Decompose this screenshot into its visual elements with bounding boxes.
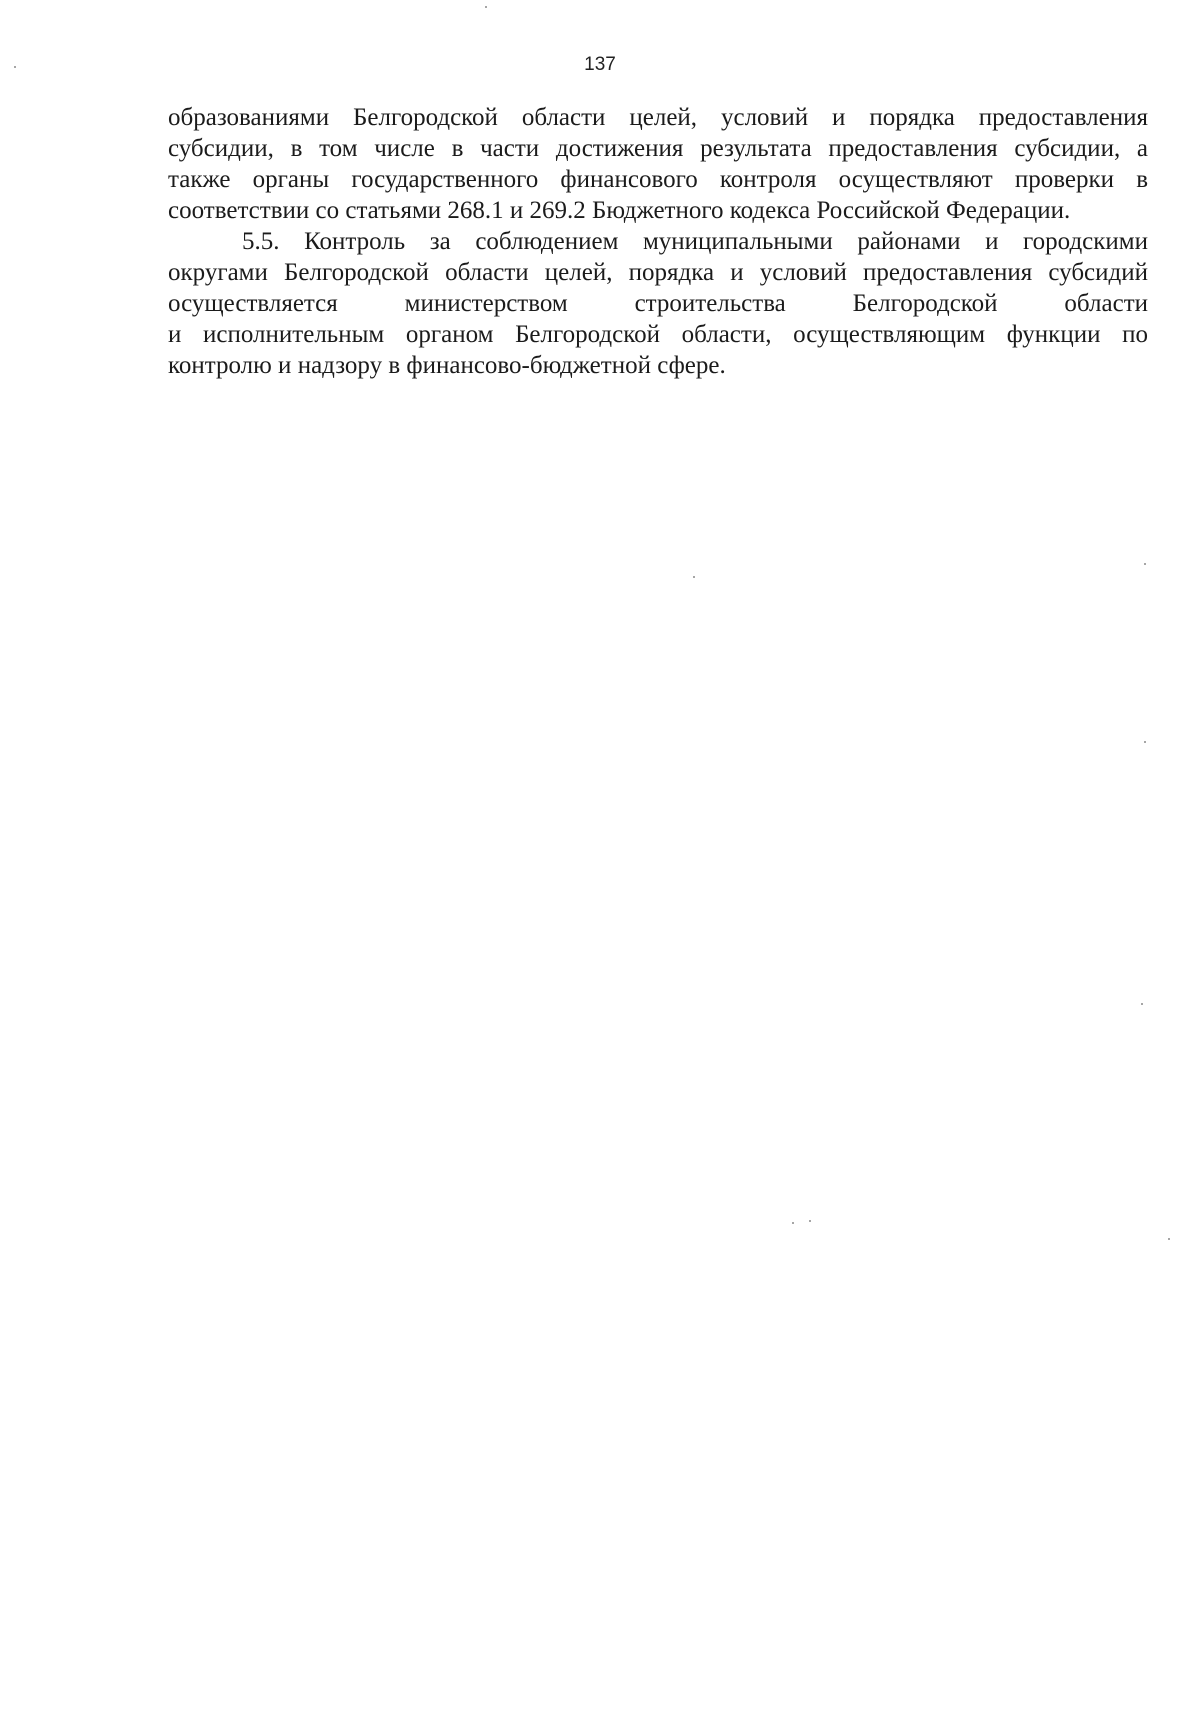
text-line: 5.5. Контроль за соблюдением муниципальными районами и городскими [242, 228, 1148, 255]
text-line: соответствии со статьями 268.1 и 269.2 Бюджетного кодекса Российской Федерации. [168, 197, 1071, 224]
text-line: образованиями Белгородской области целей, условий и порядка предоставления [168, 104, 1148, 131]
text-line: контролю и надзору в финансово-бюджетной сфере. [168, 352, 726, 379]
scan-speck [1144, 563, 1146, 565]
paragraph-continuation [168, 102, 1148, 226]
scan-speck [485, 6, 487, 8]
text-line: также органы государственного финансового контроля осуществляют проверки в [168, 166, 1148, 193]
scan-speck [14, 66, 16, 68]
scan-speck [792, 1222, 794, 1224]
scan-speck [693, 576, 695, 578]
scan-speck [809, 1220, 811, 1222]
scan-speck [1141, 1003, 1143, 1005]
text-line: осуществляется министерством строительства Белгородской области [168, 290, 1148, 317]
text-line: округами Белгородской области целей, порядка и условий предоставления субсидий [168, 259, 1148, 286]
scan-speck [1168, 1238, 1170, 1240]
page-number: 137 [584, 54, 616, 75]
paragraph-5-5 [168, 226, 1148, 381]
document-body [168, 102, 1148, 381]
text-line: субсидии, в том числе в части достижения результата предоставления субсидии, а [168, 135, 1148, 162]
text-line: и исполнительным органом Белгородской области, осуществляющим функции по [168, 321, 1148, 348]
scan-speck [1144, 741, 1146, 743]
